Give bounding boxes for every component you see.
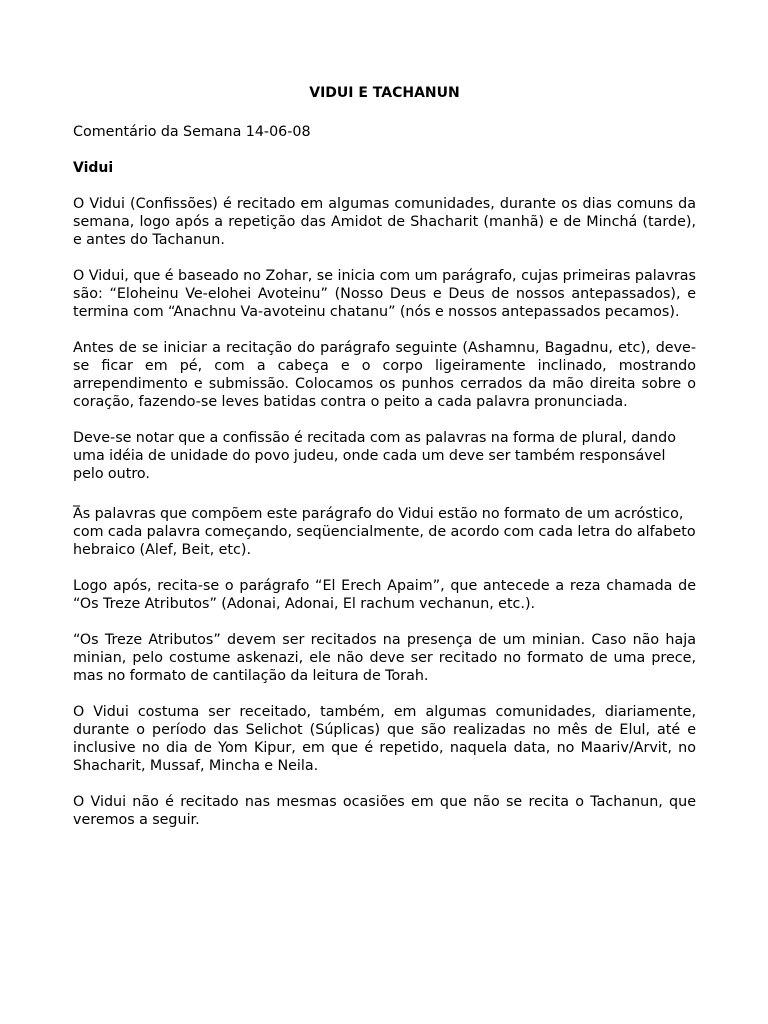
paragraph-6: Logo após, recita-se o parágrafo “El Erech Apaim”, que antecede a reza chamada de “Os Treze Atributos” (Adonai, Adonai, El rachum vechanun, etc.). [73, 578, 696, 612]
paragraph-3: Antes de se iniciar a recitação do parágrafo seguinte (Ashamnu, Bagadnu, etc), deve-se ficar em pé, com a cabeça e o corpo ligeiramente inclinado, mostrando arrependimento e submissão. Colocamos os punhos cerrados da mão direita sobre o coração, fazendo-se leves batidas contra o peito a cada palavra pronunciada. [73, 340, 696, 410]
document-subtitle: Comentário da Semana 14-06-08 [73, 124, 311, 140]
paragraph-5: As palavras que compõem este parágrafo do Vidui estão no formato de um acróstico, com cada palavra começando, seqüencialmente, de acordo com cada letra do alfabeto hebraico (Alef, Beit, etc). [73, 506, 696, 558]
paragraph-1: O Vidui (Confissões) é recitado em algumas comunidades, durante os dias comuns da semana, logo após a repetição das Amidot de Shacharit (manhã) e de Minchá (tarde), e antes do Tachanun. [73, 196, 696, 248]
section-heading-vidui: Vidui [73, 160, 114, 176]
paragraph-9: O Vidui não é recitado nas mesmas ocasiões em que não se recita o Tachanun, que veremos a seguir. [73, 794, 696, 828]
paragraph-4: Deve-se notar que a confissão é recitada com as palavras na forma de plural, dando uma idéia de unidade do povo judeu, onde cada um deve ser também responsável pelo outro. [73, 430, 676, 482]
paragraph-7: “Os Treze Atributos” devem ser recitados na presença de um minian. Caso não haja minian, pelo costume askenazi, ele não deve ser recitado no formato de uma prece, mas no formato de cantilação da leitura de Torah. [73, 632, 696, 684]
paragraph-8: O Vidui costuma ser receitado, também, em algumas comunidades, diariamente, durante o período das Selichot (Súplicas) que são realizadas no mês de Elul, até e inclusive no dia de Yom Kipur, em que é repetido, naquela data, no Maariv/Arvit, no Shacharit, Mussaf, Mincha e Neila. [73, 704, 696, 774]
underscore-mark: _ [73, 491, 80, 507]
document-title: VIDUI E TACHANUN [309, 85, 460, 101]
paragraph-2: O Vidui, que é baseado no Zohar, se inicia com um parágrafo, cujas primeiras palavras são: “Eloheinu Ve-elohei Avoteinu” (Nosso Deus e Deus de nossos antepassados), e termina com “Anachnu Va-avoteinu chatanu” (nós e nossos antepassados pecamos). [73, 268, 696, 320]
